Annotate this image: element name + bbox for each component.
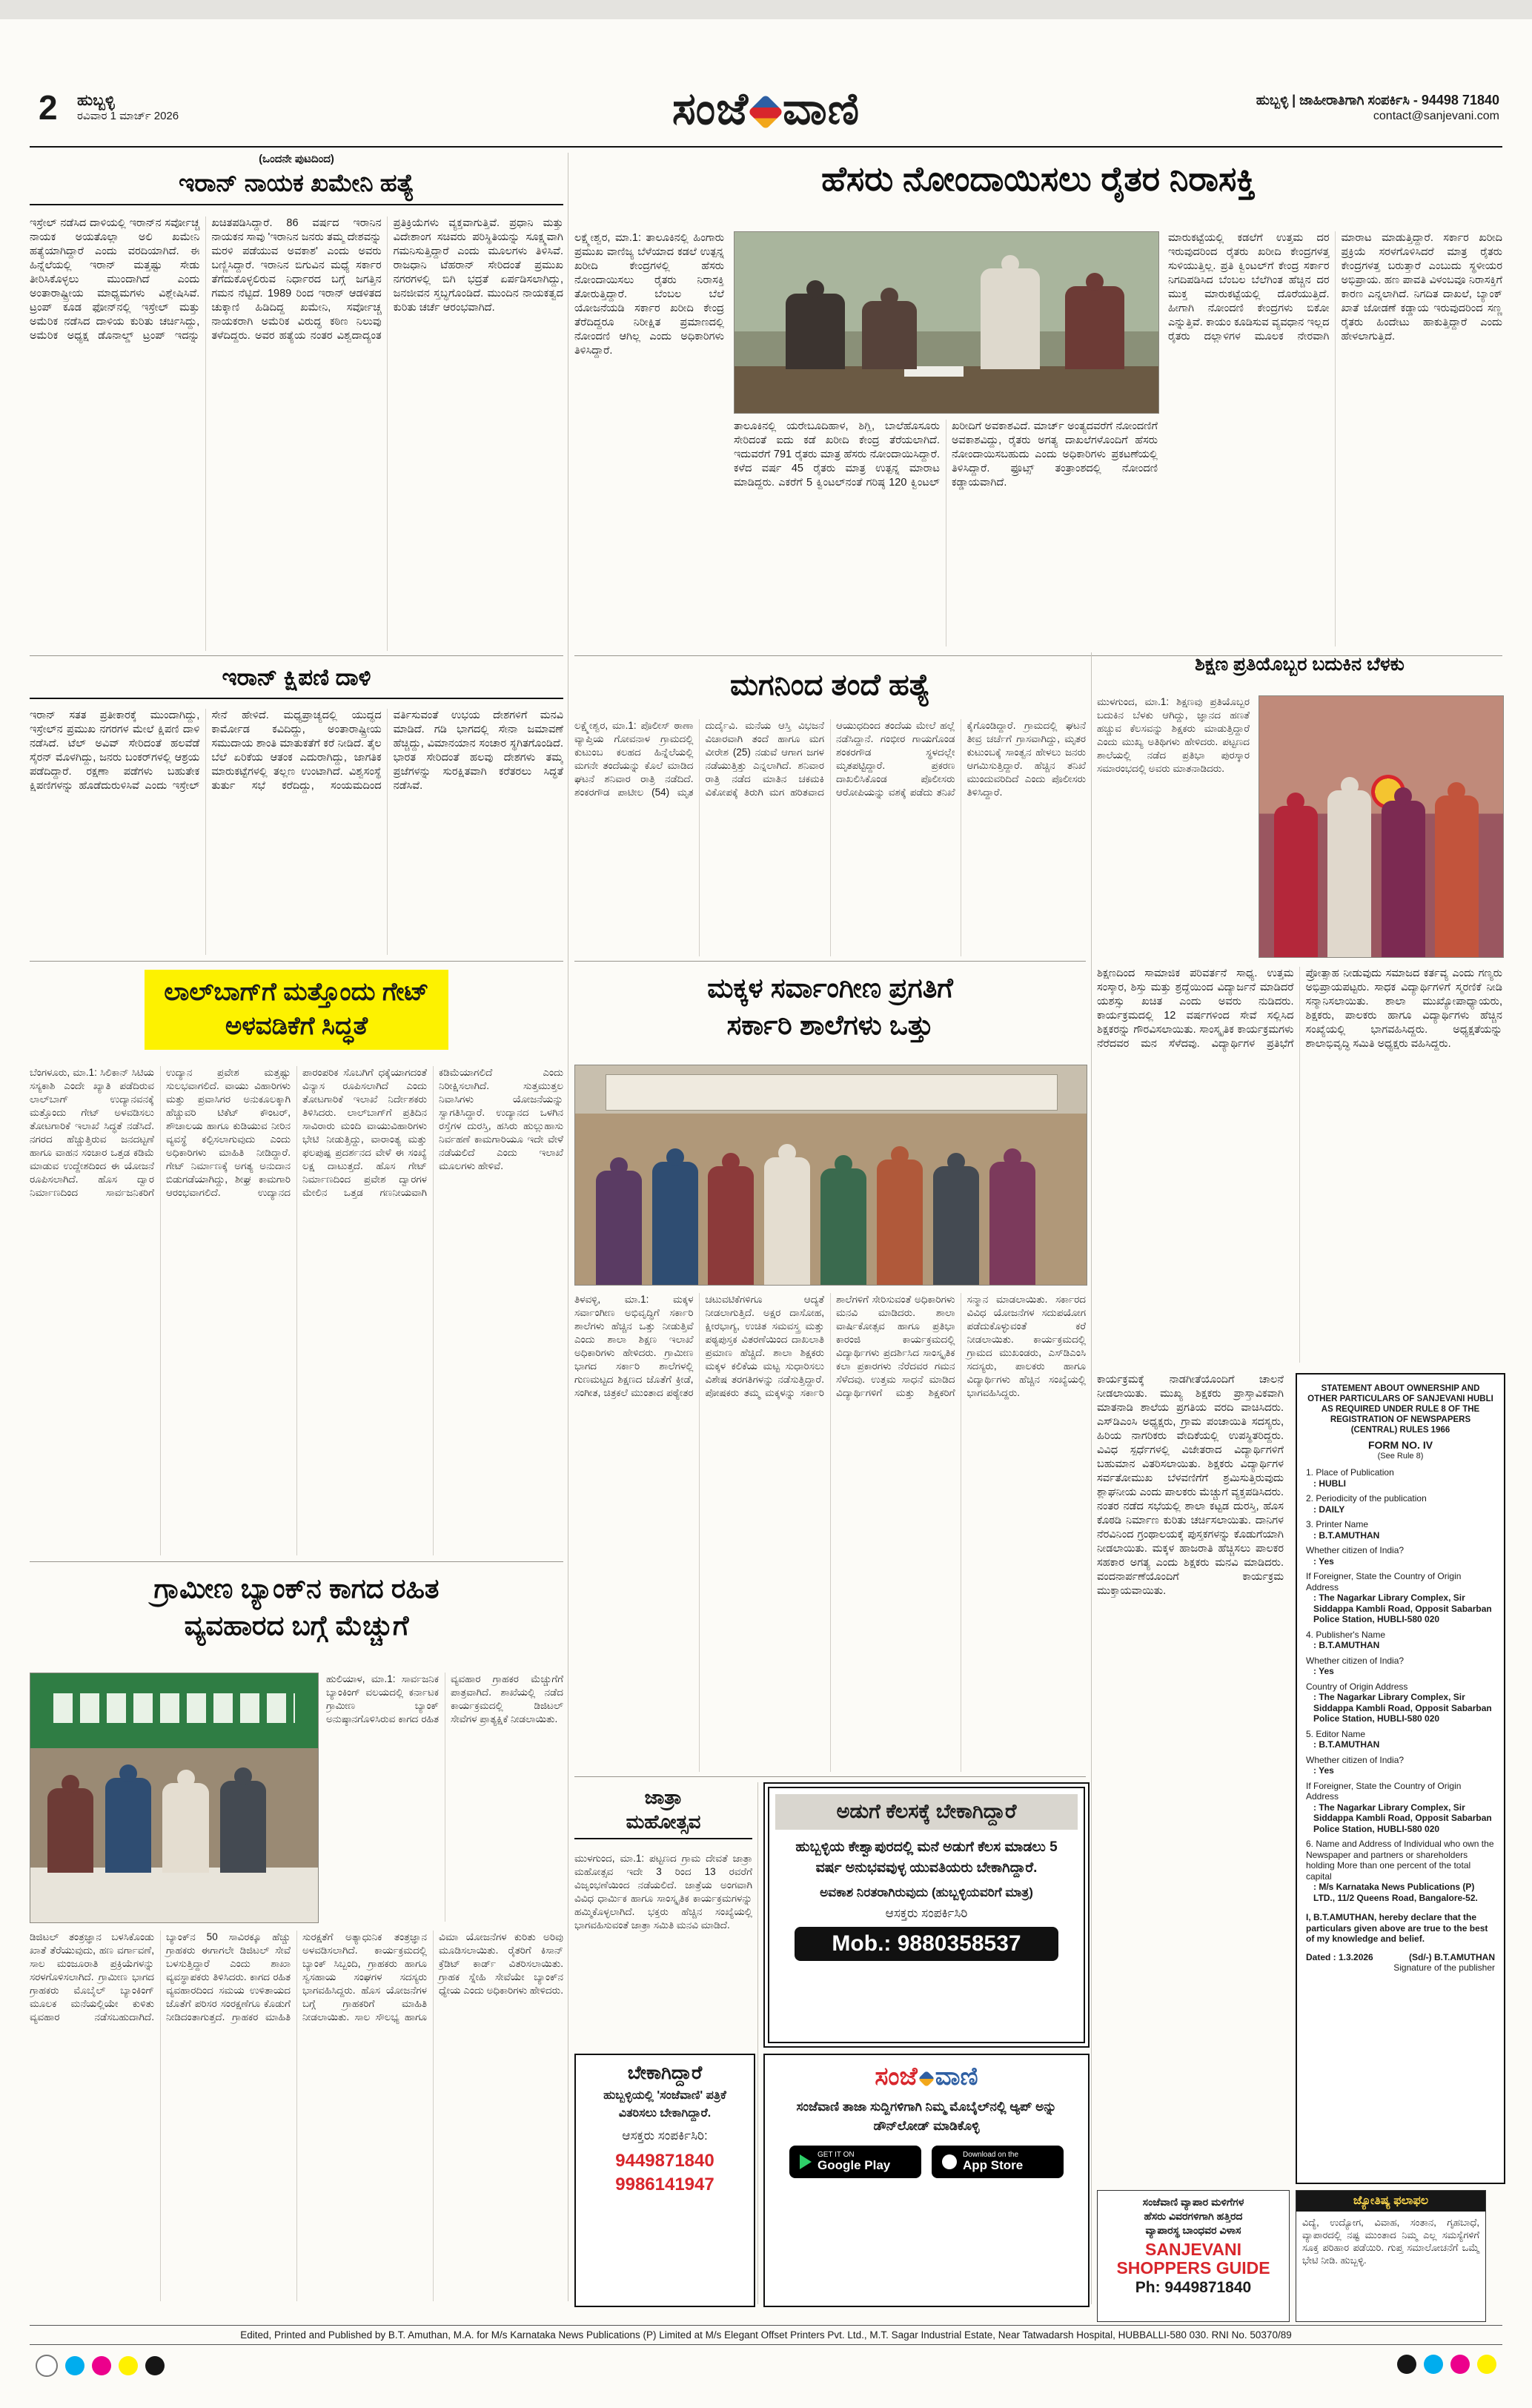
form-iv-sign-label: Signature of the publisher (1393, 1962, 1495, 1973)
shoppers-line3: ವ್ಯಾಪಾರಸ್ಥ ಬಾಂಧವರ ವಿಳಾಸ (1145, 2223, 1241, 2236)
form-iv-number: FORM NO. IV (1367, 1439, 1433, 1451)
edition-date: ರವಿವಾರ 1 ಮಾರ್ಚ್ 2026 (77, 110, 179, 123)
app-ad-logo-icon (918, 2071, 935, 2088)
form-iv-row: 3. Printer Name : B.T.AMUTHAN (1306, 1519, 1495, 1541)
ad-distributor-phone1: 9449871840 (615, 2151, 714, 2171)
photo-farmers-registration-office (734, 231, 1159, 414)
app-ad-logo (765, 2055, 1088, 2091)
headline-farmers: ಹೆಸರು ನೋಂದಾಯಿಸಲು ರೈತರ ನಿರಾಸಕ್ತಿ (821, 159, 1256, 198)
form-iv-date: Dated : 1.3.2026 (1306, 1951, 1373, 1962)
body-farmers-below-photo: ತಾಲೂಕಿನಲ್ಲಿ ಯರೇಬೂದಿಹಾಳ, ಶಿಗ್ಲಿ, ಬಾಲೆಹೊಸೂರು ಸೇರಿದಂತೆ ಐದು ಕಡೆ ಖರೀದಿ ಕೇಂದ್ರ ತೆರೆಯಲಾಗಿದೆ. ಇದುವರೆಗೆ 791 ರೈತರು ಮಾತ್ರ ಹೆಸರು ನೋಂದಾಯಿಸಿದ್ದಾರೆ. ಕಳೆದ ವರ್ಷ 45 ರೈತರು ಮಾತ್ರ ಉತ್ಪನ್ನ ಮಾರಾಟ ಮಾಡಿದ್ದರು. ಎಕರೆಗೆ 5 ಕ್ವಿಂಟಲ್‌ನಂತೆ ಗರಿಷ್ಠ 120 ಕ್ವಿಂಟಲ್ ಖರೀದಿಗೆ ಅವಕಾಶವಿದೆ. ಮಾರ್ಚ್ ಅಂತ್ಯದವರೆಗೆ ನೋಂದಣಿಗೆ ಅವಕಾಶವಿದ್ದು, ರೈತರು ಅಗತ್ಯ ದಾಖಲೆಗಳೊಂದಿಗೆ ಹೆಸರು ನೋಂದಾಯಿಸಬಹುದು ಎಂದು ಅಧಿಕಾರಿಗಳು ಪ್ರಕಟಣೆಯಲ್ಲಿ ತಿಳಿಸಿದ್ದಾರೆ. ಫ್ರೂಟ್ಸ್ ತಂತ್ರಾಂಶದಲ್ಲಿ ನೋಂದಣಿ ಕಡ್ಡಾಯವಾಗಿದೆ. (734, 420, 1158, 489)
headline-bank-line1: ಗ್ರಾಮೀಣ ಬ್ಯಾಂಕ್‌ನ ಕಾಗದ ರಹಿತ (153, 1573, 440, 1604)
form-iv-row: Whether citizen of India? : Yes (1306, 1755, 1495, 1776)
form-iv-declaration: I, B.T.AMUTHAN, hereby declare that the particulars given above are true to the best of my knowledge and belief. (1306, 1912, 1488, 1944)
form-iv-statement (1296, 1373, 1505, 2184)
top-edge-band (0, 0, 1532, 19)
app-store-badge-small-text: Download on the (963, 2151, 1019, 2159)
classified-header: ಜ್ಯೋತಿಷ್ಯ ಫಲಾಫಲ (1296, 2191, 1485, 2212)
divider (574, 1776, 1086, 1777)
headline-jatra-line1: ಜಾತ್ರಾ (644, 1786, 683, 1808)
app-ad-logo-right: ವಾಣಿ (935, 2063, 978, 2091)
headline-khamenei: ಇರಾನ್ ನಾಯಕ ಖಮೇನಿ ಹತ್ಯೆ (30, 169, 563, 205)
apple-icon (942, 2154, 957, 2169)
body-jatra: ಮುಳಗುಂದ, ಮಾ.1: ಪಟ್ಟಣದ ಗ್ರಾಮ ದೇವತೆ ಜಾತ್ರಾ ಮಹೋತ್ಸವ ಇದೇ 3 ರಿಂದ 13 ರವರೆಗೆ ವಿಜೃಂಭಣೆಯಿಂದ ನಡೆಯಲಿದೆ. ಜಾತ್ರೆಯ ಅಂಗವಾಗಿ ವಿವಿಧ ಧಾರ್ಮಿಕ ಹಾಗೂ ಸಾಂಸ್ಕೃತಿಕ ಕಾರ್ಯಕ್ರಮಗಳನ್ನು ಹಮ್ಮಿಕೊಳ್ಳಲಾಗಿದೆ. ಭಕ್ತರು ಹೆಚ್ಚಿನ ಸಂಖ್ಯೆಯಲ್ಲಿ ಭಾಗವಹಿಸುವಂತೆ ಜಾತ್ರಾ ಸಮಿತಿ ಮನವಿ ಮಾಡಿದೆ. (574, 1853, 752, 1931)
registration-dot (145, 2356, 165, 2375)
registration-dot (1397, 2355, 1416, 2374)
divider (574, 961, 1086, 962)
photo-school-program (574, 1065, 1087, 1286)
khamenei-kicker: (ಒಂದನೇ ಪುಟದಿಂದ) (259, 153, 334, 165)
shoppers-guide-name: SANJEVANI SHOPPERS GUIDE (1116, 2239, 1270, 2278)
body-education-intro: ಮುಳಗುಂದ, ಮಾ.1: ಶಿಕ್ಷಣವು ಪ್ರತಿಯೊಬ್ಬರ ಬದುಕಿನ ಬೆಳಕು ಆಗಿದ್ದು, ಜ್ಞಾನದ ಹಣತೆ ಹಚ್ಚುವ ಕೆಲಸವನ್ನು ಶಿಕ್ಷಕರು ಮಾಡುತ್ತಿದ್ದಾರೆ ಎಂದು ಮುಖ್ಯ ಅತಿಥಿಗಳು ಹೇಳಿದರು. ಪಟ್ಟಣದ ಶಾಲೆಯಲ್ಲಿ ನಡೆದ ಪ್ರತಿಭಾ ಪುರಸ್ಕಾರ ಸಮಾರಂಭದಲ್ಲಿ ಅವರು ಮಾತನಾಡಿದರು. (1097, 696, 1250, 774)
ad-sanjevani-app (763, 2054, 1090, 2307)
ad-distributor-title: ಬೇಕಾಗಿದ್ದಾರೆ (627, 2063, 703, 2083)
google-play-badge-big-text: Google Play (818, 2158, 891, 2172)
imprint-line: Edited, Printed and Published by B.T. Amuthan, M.A. for M/s Karnataka News Publications (P) Limited at M/s Elegant Offset Printers Pvt. Ltd., M.T. Sagar Industrial Estate, Near Tatwadarsh Hospital, HUBBALLI-580 030. RNI No. 50370/89 (30, 2325, 1502, 2345)
ad-cook-phone: Mob.: 9880358537 (795, 1927, 1058, 1961)
headline-education: ಶಿಕ್ಷಣ ಪ್ರತಿಯೊಬ್ಬರ ಬದುಕಿನ ಬೆಳಕು (1195, 654, 1405, 675)
print-registration-marks-left (36, 2355, 165, 2377)
form-iv-row: If Foreigner, State the Country of Origin Address : The Nagarkar Library Complex, Sir Siddappa Kambli Road, Opposit Sabarban Police Station, HUBLI-580 020 (1306, 1571, 1495, 1625)
body-farmers-left: ಲಕ್ಷ್ಮೇಶ್ವರ, ಮಾ.1: ತಾಲೂಕಿನಲ್ಲಿ ಹಿಂಗಾರು ಪ್ರಮುಖ ವಾಣಿಜ್ಯ ಬೆಳೆಯಾದ ಕಡಲೆ ಉತ್ಪನ್ನ ಖರೀದಿ ಕೇಂದ್ರಗಳಲ್ಲಿ ಹೆಸರು ನೋಂದಾಯಿಸಲು ರೈತರು ನಿರಾಸಕ್ತಿ ತೋರುತ್ತಿದ್ದಾರೆ. ಬೆಂಬಲ ಬೆಲೆ ಯೋಜನೆಯಡಿ ಸರ್ಕಾರ ಖರೀದಿ ಕೇಂದ್ರ ತೆರೆದಿದ್ದರೂ ನಿರೀಕ್ಷಿತ ಪ್ರಮಾಣದಲ್ಲಿ ನೋಂದಣಿ ಆಗಿಲ್ಲ ಎಂದು ಅಧಿಕಾರಿಗಳು ತಿಳಿಸಿದ್ದಾರೆ. (574, 232, 724, 357)
ad-distributor-contact-label: ಆಸಕ್ತರು ಸಂಪರ್ಕಿಸಿರಿ: (622, 2128, 708, 2143)
ad-classified (1296, 2190, 1486, 2322)
headline-lalbagh (30, 970, 563, 1050)
registration-dot (1477, 2355, 1496, 2374)
column-rule (1091, 652, 1092, 2304)
registration-dot (36, 2355, 58, 2377)
headline-murder: ಮಗನಿಂದ ತಂದೆ ಹತ್ಯೆ (729, 669, 931, 701)
contact-email: contact@sanjevani.com (1373, 110, 1499, 123)
google-play-badge-small-text: GET IT ON (818, 2151, 855, 2159)
form-iv-row: 2. Periodicity of the publication : DAILY (1306, 1493, 1495, 1515)
headline-jatra-line2: ಮಹೋತ್ಸವ (626, 1810, 701, 1833)
headline-schools-line1: ಮಕ್ಕಳ ಸರ್ವಾಂಗೀಣ ಪ್ರಗತಿಗೆ (707, 973, 953, 1003)
registration-dot (1450, 2355, 1470, 2374)
masthead-text-right: ವಾಣಿ (782, 84, 860, 133)
body-bank-bottom: ಡಿಜಿಟಲ್ ತಂತ್ರಜ್ಞಾನ ಬಳಸಿಕೊಂಡು ಖಾತೆ ತೆರೆಯುವುದು, ಹಣ ವರ್ಗಾವಣೆ, ಸಾಲ ಮಂಜೂರಾತಿ ಪ್ರಕ್ರಿಯೆಗಳನ್ನು ಸರಳಗೊಳಿಸಲಾಗಿದೆ. ಗ್ರಾಮೀಣ ಭಾಗದ ಗ್ರಾಹಕರು ಮೊಬೈಲ್ ಬ್ಯಾಂಕಿಂಗ್ ಮೂಲಕ ಮನೆಯಲ್ಲಿಯೇ ಕುಳಿತು ವ್ಯವಹಾರ ನಡೆಸಬಹುದಾಗಿದೆ. ಬ್ಯಾಂಕ್‌ನ 50 ಸಾವಿರಕ್ಕೂ ಹೆಚ್ಚು ಗ್ರಾಹಕರು ಈಗಾಗಲೇ ಡಿಜಿಟಲ್ ಸೇವೆ ಬಳಸುತ್ತಿದ್ದಾರೆ ಎಂದು ಶಾಖಾ ವ್ಯವಸ್ಥಾಪಕರು ತಿಳಿಸಿದರು. ಕಾಗದ ರಹಿತ ವ್ಯವಹಾರದಿಂದ ಸಮಯ ಉಳಿತಾಯದ ಜೊತೆಗೆ ಪರಿಸರ ಸಂರಕ್ಷಣೆಗೂ ಕೊಡುಗೆ ನೀಡಿದಂತಾಗುತ್ತದೆ. ಗ್ರಾಹಕರ ಮಾಹಿತಿ ಸುರಕ್ಷತೆಗೆ ಅತ್ಯಾಧುನಿಕ ತಂತ್ರಜ್ಞಾನ ಅಳವಡಿಸಲಾಗಿದೆ. ಕಾರ್ಯಕ್ರಮದಲ್ಲಿ ಬ್ಯಾಂಕ್ ಸಿಬ್ಬಂದಿ, ಗ್ರಾಹಕರು ಹಾಗೂ ಸ್ವಸಹಾಯ ಸಂಘಗಳ ಸದಸ್ಯರು ಭಾಗವಹಿಸಿದ್ದರು. ಹೊಸ ಯೋಜನೆಗಳ ಬಗ್ಗೆ ಗ್ರಾಹಕರಿಗೆ ಮಾಹಿತಿ ನೀಡಲಾಯಿತು. ಸಾಲ ಸೌಲಭ್ಯ ಹಾಗೂ ವಿಮಾ ಯೋಜನೆಗಳ ಕುರಿತು ಅರಿವು ಮೂಡಿಸಲಾಯಿತು. ರೈತರಿಗೆ ಕಿಸಾನ್ ಕ್ರೆಡಿಟ್ ಕಾರ್ಡ್ ವಿತರಿಸಲಾಯಿತು. ಗ್ರಾಹಕ ಸ್ನೇಹಿ ಸೇವೆಯೇ ಬ್ಯಾಂಕ್‌ನ ಧ್ಯೇಯ ಎಂದು ಅಧಿಕಾರಿಗಳು ಹೇಳಿದರು. (30, 1931, 563, 2022)
ad-distributor-body: ಹುಬ್ಬಳ್ಳಿಯಲ್ಲಿ 'ಸಂಜೆವಾಣಿ' ಪತ್ರಿಕೆ ವಿತರಿಸಲು ಬೇಕಾಗಿದ್ದಾರೆ. (603, 2089, 726, 2120)
registration-dot (65, 2356, 84, 2375)
form-iv-row: If Foreigner, State the Country of Origin Address : The Nagarkar Library Complex, Sir Siddappa Kambli Road, Opposit Sabarban Police Station, HUBLI-580 020 (1306, 1781, 1495, 1835)
body-khamenei: ಇಸ್ರೇಲ್ ನಡೆಸಿದ ದಾಳಿಯಲ್ಲಿ ಇರಾನ್‌ನ ಸರ್ವೋಚ್ಚ ನಾಯಕ ಅಯತೊಲ್ಲಾ ಅಲಿ ಖಮೇನಿ ಹತ್ಯೆಯಾಗಿದ್ದಾರೆ ಎಂದು ವರದಿಯಾಗಿದೆ. ಈ ಹಿನ್ನೆಲೆಯಲ್ಲಿ ಇರಾನ್ ಮತ್ತಷ್ಟು ಸೇಡು ತೀರಿಸಿಕೊಳ್ಳಲು ಮುಂದಾಗಿದೆ ಎಂದು ಅಂತಾರಾಷ್ಟ್ರೀಯ ಮಾಧ್ಯಮಗಳು ವಿಶ್ಲೇಷಿಸಿವೆ. ಟ್ರಂಪ್ ಕೂಡ ಫೋನ್‌ನಲ್ಲಿ ಇಸ್ರೇಲ್ ಮತ್ತು ಅಮೆರಿಕ ನಡೆಸಿದ ದಾಳಿಯ ಕುರಿತು ಚರ್ಚಿಸಿದ್ದು, ಅಮೆರಿಕ ಅಧ್ಯಕ್ಷ ಡೊನಾಲ್ಡ್ ಟ್ರಂಪ್ ಇದನ್ನು ಖಚಿತಪಡಿಸಿದ್ದಾರೆ. 86 ವರ್ಷದ ಇರಾನಿನ ನಾಯಕನ ಸಾವು 'ಇರಾನಿನ ಜನರು ತಮ್ಮ ದೇಶವನ್ನು ಮರಳಿ ಪಡೆಯುವ ಅವಕಾಶ' ಎಂದು ಅವರು ಬಣ್ಣಿಸಿದ್ದಾರೆ. ಇರಾನಿನ ಬಿಗುವಿನ ಮಧ್ಯೆ ಸರ್ಕಾರ ತೆಗೆದುಕೊಳ್ಳಲಿರುವ ನಿರ್ಧಾರದ ಬಗ್ಗೆ ಜಗತ್ತಿನ ಗಮನ ನೆಟ್ಟಿದೆ. 1989 ರಿಂದ ಇರಾನ್ ಆಡಳಿತದ ಚುಕ್ಕಾಣಿ ಹಿಡಿದಿದ್ದ ಖಮೇನಿ, ಸರ್ವೋಚ್ಚ ನಾಯಕರಾಗಿ ಅಮೆರಿಕ ವಿರುದ್ಧ ಕಠಿಣ ನಿಲುವು ತಳೆದಿದ್ದರು. ಅವರ ಹತ್ಯೆಯ ನಂತರ ವಿಶ್ವದಾದ್ಯಂತ ಪ್ರತಿಕ್ರಿಯೆಗಳು ವ್ಯಕ್ತವಾಗುತ್ತಿವೆ. ಪ್ರಧಾನಿ ಮತ್ತು ವಿದೇಶಾಂಗ ಸಚಿವರು ಪರಿಸ್ಥಿತಿಯನ್ನು ಸೂಕ್ಷ್ಮವಾಗಿ ಗಮನಿಸುತ್ತಿದ್ದಾರೆ ಎಂದು ಮೂಲಗಳು ತಿಳಿಸಿವೆ. ರಾಜಧಾನಿ ಟೆಹರಾನ್ ಸೇರಿದಂತೆ ಪ್ರಮುಖ ನಗರಗಳಲ್ಲಿ ಬಿಗಿ ಭದ್ರತೆ ಏರ್ಪಡಿಸಲಾಗಿದ್ದು, ಜನಜೀವನ ಸ್ತಬ್ಧಗೊಂಡಿದೆ. ಮುಂದಿನ ನಾಯಕತ್ವದ ಕುರಿತು ಚರ್ಚೆ ಆರಂಭವಾಗಿದೆ. (30, 217, 563, 342)
masthead-text-left: ಸಂಜೆ (672, 84, 749, 133)
divider (30, 655, 563, 656)
ad-cook-title: ಅಡುಗೆ ಕೆಲಸಕ್ಕೆ ಬೇಕಾಗಿದ್ದಾರೆ (775, 1794, 1078, 1830)
ad-cook-body: ಹುಬ್ಬಳ್ಳಿಯ ಕೇಶ್ವಾಪುರದಲ್ಲಿ ಮನೆ ಅಡುಗೆ ಕೆಲಸ ಮಾಡಲು 5 ವರ್ಷ ಅನುಭವವುಳ್ಳ ಯುವತಿಯರು ಬೇಕಾಗಿದ್ದಾರೆ. (795, 1839, 1058, 1876)
form-iv-row: Country of Origin Address : The Nagarkar Library Complex, Sir Siddappa Kambli Road, Opposit Sabarban Police Station, HUBLI-580 020 (1306, 1681, 1495, 1724)
divider (30, 961, 563, 962)
header-rule (30, 146, 1502, 148)
shoppers-guide-phone: Ph: 9449871840 (1135, 2279, 1252, 2297)
ad-distributor-wanted (574, 2054, 755, 2307)
app-store-badge (932, 2146, 1064, 2178)
body-murder: ಲಕ್ಷ್ಮೇಶ್ವರ, ಮಾ.1: ಪೊಲೀಸ್ ಠಾಣಾ ವ್ಯಾಪ್ತಿಯ ಗೋವನಾಳ ಗ್ರಾಮದಲ್ಲಿ ಕುಟುಂಬ ಕಲಹದ ಹಿನ್ನೆಲೆಯಲ್ಲಿ ಮಗನೇ ತಂದೆಯನ್ನು ಕೊಲೆ ಮಾಡಿದ ಘಟನೆ ಶನಿವಾರ ರಾತ್ರಿ ನಡೆದಿದೆ. ಶಂಕರಗೌಡ ಪಾಟೀಲ (54) ಮೃತ ದುರ್ದೈವಿ. ಮನೆಯ ಆಸ್ತಿ ವಿಭಜನೆ ವಿಚಾರವಾಗಿ ತಂದೆ ಹಾಗೂ ಮಗ ವೀರೇಶ (25) ನಡುವೆ ಆಗಾಗ ಜಗಳ ನಡೆಯುತ್ತಿತ್ತು ಎನ್ನಲಾಗಿದೆ. ಶನಿವಾರ ರಾತ್ರಿ ನಡೆದ ಮಾತಿನ ಚಕಮಕಿ ವಿಕೋಪಕ್ಕೆ ತಿರುಗಿ ಮಗ ಹರಿತವಾದ ಆಯುಧದಿಂದ ತಂದೆಯ ಮೇಲೆ ಹಲ್ಲೆ ನಡೆಸಿದ್ದಾನೆ. ಗಂಭೀರ ಗಾಯಗೊಂಡ ಶಂಕರಗೌಡ ಸ್ಥಳದಲ್ಲೇ ಮೃತಪಟ್ಟಿದ್ದಾರೆ. ಪ್ರಕರಣ ದಾಖಲಿಸಿಕೊಂಡ ಪೊಲೀಸರು ಆರೋಪಿಯನ್ನು ವಶಕ್ಕೆ ಪಡೆದು ತನಿಖೆ ಕೈಗೊಂಡಿದ್ದಾರೆ. ಗ್ರಾಮದಲ್ಲಿ ಘಟನೆ ತೀವ್ರ ಚರ್ಚೆಗೆ ಗ್ರಾಸವಾಗಿದ್ದು, ಮೃತರ ಕುಟುಂಬಕ್ಕೆ ಸಾಂತ್ವನ ಹೇಳಲು ಜನರು ಆಗಮಿಸುತ್ತಿದ್ದಾರೆ. ಹೆಚ್ಚಿನ ತನಿಖೆ ಮುಂದುವರಿದಿದೆ ಎಂದು ಪೊಲೀಸರು ತಿಳಿಸಿದ್ದಾರೆ. (574, 720, 1086, 798)
print-registration-marks-right (1397, 2355, 1496, 2374)
classified-body: ವಿದ್ಯೆ, ಉದ್ಯೋಗ, ವಿವಾಹ, ಸಂತಾನ, ಗೃಹಬಾಧೆ, ವ್ಯಾಪಾರದಲ್ಲಿ ನಷ್ಟ ಮುಂತಾದ ನಿಮ್ಮ ಎಲ್ಲ ಸಮಸ್ಯೆಗಳಿಗೆ ಸೂಕ್ತ ಪರಿಹಾರ ಪಡೆಯಿರಿ. ಗುಪ್ತ ಸಮಾಲೋಚನೆಗೆ ಒಮ್ಮೆ ಭೇಟಿ ನೀಡಿ. ಹುಬ್ಬಳ್ಳಿ. (1302, 2217, 1479, 2266)
headline-jatra (574, 1785, 752, 1839)
form-iv-row: 6. Name and Address of Individual who own the Newspaper and partners or shareholders holding More than one percent of the total capital : M/s Karnataka News Publications (P) LTD., 11/2 Queens Road, Bangalore-52. (1306, 1839, 1495, 1903)
edition-city: ಹುಬ್ಬಳ್ಳಿ (77, 92, 115, 109)
shoppers-line1: ಸಂಜೆವಾಣಿ ವ್ಯಾಪಾರ ಮಳಿಗೆಗಳ (1142, 2196, 1244, 2208)
body-lalbagh: ಬೆಂಗಳೂರು, ಮಾ.1: ಸಿಲಿಕಾನ್ ಸಿಟಿಯ ಸಸ್ಯಕಾಶಿ ಎಂದೇ ಖ್ಯಾತಿ ಪಡೆದಿರುವ ಲಾಲ್‌ಬಾಗ್ ಉದ್ಯಾನವನಕ್ಕೆ ಮತ್ತೊಂದು ಗೇಟ್ ಅಳವಡಿಸಲು ತೋಟಗಾರಿಕೆ ಇಲಾಖೆ ಸಿದ್ಧತೆ ನಡೆಸಿದೆ. ನಗರದ ಹೆಚ್ಚುತ್ತಿರುವ ಜನದಟ್ಟಣೆ ಹಾಗೂ ವಾಹನ ಸಂಚಾರ ಒತ್ತಡ ಕಡಿಮೆ ಮಾಡುವ ಉದ್ದೇಶದಿಂದ ಈ ಯೋಜನೆ ರೂಪಿಸಲಾಗಿದೆ. ಹೊಸ ದ್ವಾರ ನಿರ್ಮಾಣದಿಂದ ಸಾರ್ವಜನಿಕರಿಗೆ ಉದ್ಯಾನ ಪ್ರವೇಶ ಮತ್ತಷ್ಟು ಸುಲಭವಾಗಲಿದೆ. ವಾಯು ವಿಹಾರಿಗಳು ಮತ್ತು ಪ್ರವಾಸಿಗರ ಅನುಕೂಲಕ್ಕಾಗಿ ಹೆಚ್ಚುವರಿ ಟಿಕೆಟ್ ಕೌಂಟರ್, ಶೌಚಾಲಯ ಹಾಗೂ ಕುಡಿಯುವ ನೀರಿನ ವ್ಯವಸ್ಥೆ ಕಲ್ಪಿಸಲಾಗುವುದು ಎಂದು ಅಧಿಕಾರಿಗಳು ಮಾಹಿತಿ ನೀಡಿದ್ದಾರೆ. ಗೇಟ್ ನಿರ್ಮಾಣಕ್ಕೆ ಅಗತ್ಯ ಅನುದಾನ ಬಿಡುಗಡೆಯಾಗಿದ್ದು, ಶೀಘ್ರ ಕಾಮಗಾರಿ ಆರಂಭವಾಗಲಿದೆ. ಉದ್ಯಾನದ ಪಾರಂಪರಿಕ ಸೊಬಗಿಗೆ ಧಕ್ಕೆಯಾಗದಂತೆ ವಿನ್ಯಾಸ ರೂಪಿಸಲಾಗಿದೆ ಎಂದು ತೋಟಗಾರಿಕೆ ಇಲಾಖೆ ನಿರ್ದೇಶಕರು ತಿಳಿಸಿದರು. ಲಾಲ್‌ಬಾಗ್‌ಗೆ ಪ್ರತಿದಿನ ಸಾವಿರಾರು ಮಂದಿ ವಾಯುವಿಹಾರಿಗಳು ಭೇಟಿ ನೀಡುತ್ತಿದ್ದು, ವಾರಾಂತ್ಯ ಮತ್ತು ಫಲಪುಷ್ಪ ಪ್ರದರ್ಶನದ ವೇಳೆ ಈ ಸಂಖ್ಯೆ ಲಕ್ಷ ದಾಟುತ್ತದೆ. ಹೊಸ ಗೇಟ್ ನಿರ್ಮಾಣದಿಂದ ಪ್ರವೇಶ ದ್ವಾರಗಳ ಮೇಲಿನ ಒತ್ತಡ ಗಣನೀಯವಾಗಿ ಕಡಿಮೆಯಾಗಲಿದೆ ಎಂದು ನಿರೀಕ್ಷಿಸಲಾಗಿದೆ. ಸುತ್ತಮುತ್ತಲ ನಿವಾಸಿಗಳು ಯೋಜನೆಯನ್ನು ಸ್ವಾಗತಿಸಿದ್ದಾರೆ. ಉದ್ಯಾನದ ಒಳಗಿನ ರಸ್ತೆಗಳ ದುರಸ್ತಿ, ಹಸಿರು ಹುಲ್ಲುಹಾಸು ನಿರ್ವಹಣೆ ಕಾಮಗಾರಿಯೂ ಇದೇ ವೇಳೆ ನಡೆಯಲಿದೆ ಎಂದು ಇಲಾಖೆ ಮೂಲಗಳು ಹೇಳಿವೆ. (30, 1067, 563, 1198)
headline-schools-line2: ಸರ್ಕಾರಿ ಶಾಲೆಗಳು ಒತ್ತು (726, 1009, 934, 1040)
advert-contact-line: ಹುಬ್ಬಳ್ಳಿ | ಜಾಹೀರಾತಿಗಾಗಿ ಸಂಪರ್ಕಿಸಿ - 94498 71840 (1256, 93, 1499, 108)
form-iv-row: Whether citizen of India? : Yes (1306, 1545, 1495, 1567)
headline-lalbagh-line2: ಅಳವಡಿಕೆಗೆ ಸಿದ್ಧತೆ (225, 1011, 368, 1040)
app-ad-logo-left: ಸಂಜೆ (875, 2063, 918, 2091)
ad-distributor-phone2: 9986141947 (615, 2174, 714, 2195)
body-bank-side: ಹುಲಿಯಾಳ, ಮಾ.1: ಸಾರ್ವಜನಿಕ ಬ್ಯಾಂಕಿಂಗ್ ವಲಯದಲ್ಲಿ ಕರ್ನಾಟಕ ಗ್ರಾಮೀಣ ಬ್ಯಾಂಕ್ ಅನುಷ್ಠಾನಗೊಳಿಸಿರುವ ಕಾಗದ ರಹಿತ ವ್ಯವಹಾರ ಗ್ರಾಹಕರ ಮೆಚ್ಚುಗೆಗೆ ಪಾತ್ರವಾಗಿದೆ. ಶಾಖೆಯಲ್ಲಿ ನಡೆದ ಕಾರ್ಯಕ್ರಮದಲ್ಲಿ ಡಿಜಿಟಲ್ ಸೇವೆಗಳ ಪ್ರಾತ್ಯಕ್ಷಿಕೆ ನೀಡಲಾಯಿತು. (326, 1673, 563, 1724)
app-ad-badges (765, 2141, 1088, 2178)
page-number: 2 (39, 88, 58, 127)
registration-dot (119, 2356, 138, 2375)
form-iv-row: Whether citizen of India? : Yes (1306, 1656, 1495, 1677)
app-store-badge-big-text: App Store (963, 2158, 1024, 2172)
play-icon (800, 2154, 812, 2169)
form-iv-dated-row (1306, 1945, 1495, 1963)
form-iv-row: 4. Publisher's Name : B.T.AMUTHAN (1306, 1630, 1495, 1651)
headline-lalbagh-line1: ಲಾಲ್‌ಬಾಗ್‌ಗೆ ಮತ್ತೊಂದು ಗೇಟ್ (164, 978, 429, 1006)
headline-bank (30, 1570, 563, 1644)
masthead-logo-icon (748, 94, 783, 130)
registration-dot (92, 2356, 111, 2375)
shoppers-line2: ಹೆಸರು ವಿವರಗಳಿಗಾಗಿ ಹತ್ತಿರದ (1144, 2209, 1243, 2222)
divider (30, 1561, 563, 1562)
headline-missile: ಇರಾನ್ ಕ್ಷಿಪಣಿ ದಾಳಿ (30, 664, 563, 699)
headline-bank-line2: ವ್ಯವಹಾರದ ಬಗ್ಗೆ ಮೆಚ್ಚುಗೆ (184, 1610, 409, 1641)
form-iv-title: STATEMENT ABOUT OWNERSHIP AND OTHER PARTICULARS OF SANJEVANI HUBLI AS REQUIRED UNDER RULE 8 OF THE REGISTRATION OF NEWSPAPERS (CENTRAL) RULES 1966 (1307, 1384, 1493, 1435)
form-iv-signed: (Sd/-) B.T.AMUTHAN (1409, 1951, 1495, 1962)
body-missile: ಇರಾನ್ ಸತತ ಪ್ರತೀಕಾರಕ್ಕೆ ಮುಂದಾಗಿದ್ದು, ಇಸ್ರೇಲ್‌ನ ಪ್ರಮುಖ ನಗರಗಳ ಮೇಲೆ ಕ್ಷಿಪಣಿ ದಾಳಿ ನಡೆಸಿದೆ. ಟೆಲ್ ಅವಿವ್ ಸೇರಿದಂತೆ ಹಲವೆಡೆ ಸೈರನ್ ಮೊಳಗಿದ್ದು, ಜನರು ಬಂಕರ್‌ಗಳಲ್ಲಿ ಆಶ್ರಯ ಪಡೆದಿದ್ದಾರೆ. ರಕ್ಷಣಾ ಪಡೆಗಳು ಬಹುತೇಕ ಕ್ಷಿಪಣಿಗಳನ್ನು ಹೊಡೆದುರುಳಿಸಿವೆ ಎಂದು ಇಸ್ರೇಲ್ ಸೇನೆ ಹೇಳಿದೆ. ಮಧ್ಯಪ್ರಾಚ್ಯದಲ್ಲಿ ಯುದ್ಧದ ಕಾರ್ಮೋಡ ಕವಿದಿದ್ದು, ಅಂತಾರಾಷ್ಟ್ರೀಯ ಸಮುದಾಯ ಶಾಂತಿ ಮಾತುಕತೆಗೆ ಕರೆ ನೀಡಿದೆ. ತೈಲ ಬೆಲೆ ಏರಿಕೆಯ ಆತಂಕ ಎದುರಾಗಿದ್ದು, ಜಾಗತಿಕ ಮಾರುಕಟ್ಟೆಗಳಲ್ಲಿ ತಲ್ಲಣ ಉಂಟಾಗಿದೆ. ವಿಶ್ವಸಂಸ್ಥೆ ತುರ್ತು ಸಭೆ ಕರೆದಿದ್ದು, ಸಂಯಮದಿಂದ ವರ್ತಿಸುವಂತೆ ಉಭಯ ದೇಶಗಳಿಗೆ ಮನವಿ ಮಾಡಿದೆ. ಗಡಿ ಭಾಗದಲ್ಲಿ ಸೇನಾ ಜಮಾವಣೆ ಹೆಚ್ಚಿದ್ದು, ವಿಮಾನಯಾನ ಸಂಚಾರ ಸ್ಥಗಿತಗೊಂಡಿದೆ. ಭಾರತ ಸೇರಿದಂತೆ ಹಲವು ದೇಶಗಳು ತಮ್ಮ ಪ್ರಜೆಗಳನ್ನು ಸುರಕ್ಷಿತವಾಗಿ ಕರೆತರಲು ಸಿದ್ಧತೆ ನಡೆಸಿವೆ. (30, 710, 563, 792)
ad-cook-contact-label: ಆಸಕ್ತರು ಸಂಪರ್ಕಿಸಿರಿ (885, 1906, 968, 1921)
google-play-badge (789, 2146, 921, 2178)
ad-cook-note: ಅವಕಾಶ ನಿರತರಾಗಿರುವುದು (ಹುಬ್ಬಳ್ಳಿಯವರಿಗೆ ಮಾತ್ರ) (820, 1885, 1033, 1900)
body-education-tail: ಕಾರ್ಯಕ್ರಮಕ್ಕೆ ನಾಡಗೀತೆಯೊಂದಿಗೆ ಚಾಲನೆ ನೀಡಲಾಯಿತು. ಮುಖ್ಯ ಶಿಕ್ಷಕರು ಪ್ರಾಸ್ತಾವಿಕವಾಗಿ ಮಾತನಾಡಿ ಶಾಲೆಯ ಪ್ರಗತಿಯ ವರದಿ ವಾಚಿಸಿದರು. ಎಸ್‌ಡಿಎಂಸಿ ಅಧ್ಯಕ್ಷರು, ಗ್ರಾಮ ಪಂಚಾಯಿತಿ ಸದಸ್ಯರು, ಹಿರಿಯ ನಾಗರಿಕರು ವೇದಿಕೆಯಲ್ಲಿ ಉಪಸ್ಥಿತರಿದ್ದರು. ವಿವಿಧ ಸ್ಪರ್ಧೆಗಳಲ್ಲಿ ವಿಜೇತರಾದ ವಿದ್ಯಾರ್ಥಿಗಳಿಗೆ ಬಹುಮಾನ ವಿತರಿಸಲಾಯಿತು. ಶಿಕ್ಷಕರು ವಿದ್ಯಾರ್ಥಿಗಳ ಸರ್ವತೋಮುಖ ಬೆಳವಣಿಗೆಗೆ ಶ್ರಮಿಸುತ್ತಿರುವುದು ಶ್ಲಾಘನೀಯ ಎಂದು ಪಾಲಕರು ಮೆಚ್ಚುಗೆ ವ್ಯಕ್ತಪಡಿಸಿದರು. ನಂತರ ನಡೆದ ಸಭೆಯಲ್ಲಿ ಶಾಲಾ ಕಟ್ಟಡ ದುರಸ್ತಿ, ಹೊಸ ಕೊಠಡಿ ನಿರ್ಮಾಣ ಕುರಿತು ಚರ್ಚಿಸಲಾಯಿತು. ದಾನಿಗಳ ನೆರವಿನಿಂದ ಗ್ರಂಥಾಲಯಕ್ಕೆ ಪುಸ್ತಕಗಳನ್ನು ಕೊಡುಗೆಯಾಗಿ ನೀಡಲಾಯಿತು. ಮಕ್ಕಳ ಹಾಜರಾತಿ ಹೆಚ್ಚಿಸಲು ಪಾಲಕರ ಸಹಕಾರ ಅಗತ್ಯ ಎಂದು ಶಿಕ್ಷಕರು ಮನವಿ ಮಾಡಿದರು. ವಂದನಾರ್ಪಣೆಯೊಂದಿಗೆ ಕಾರ್ಯಕ್ರಮ ಮುಕ್ತಾಯವಾಯಿತು. (1097, 1374, 1284, 1597)
body-education-more: ಶಿಕ್ಷಣದಿಂದ ಸಾಮಾಜಿಕ ಪರಿವರ್ತನೆ ಸಾಧ್ಯ. ಉತ್ತಮ ಸಂಸ್ಕಾರ, ಶಿಸ್ತು ಮತ್ತು ಶ್ರದ್ಧೆಯಿಂದ ವಿದ್ಯಾರ್ಜನೆ ಮಾಡಿದರೆ ಯಶಸ್ಸು ಖಚಿತ ಎಂದು ಅವರು ನುಡಿದರು. ಕಾರ್ಯಕ್ರಮದಲ್ಲಿ 12 ವರ್ಷಗಳಿಂದ ಸೇವೆ ಸಲ್ಲಿಸಿದ ಶಿಕ್ಷಕರನ್ನು ಗೌರವಿಸಲಾಯಿತು. ಸಾಂಸ್ಕೃತಿಕ ಕಾರ್ಯಕ್ರಮಗಳು ನೆರೆದವರ ಮನ ಸೆಳೆದವು. ವಿದ್ಯಾರ್ಥಿಗಳ ಪ್ರತಿಭೆಗೆ ಪ್ರೋತ್ಸಾಹ ನೀಡುವುದು ಸಮಾಜದ ಕರ್ತವ್ಯ ಎಂದು ಗಣ್ಯರು ಅಭಿಪ್ರಾಯಪಟ್ಟರು. ಸಾಧಕ ವಿದ್ಯಾರ್ಥಿಗಳಿಗೆ ಸ್ಮರಣಿಕೆ ನೀಡಿ ಸನ್ಮಾನಿಸಲಾಯಿತು. ಶಾಲಾ ಮುಖ್ಯೋಪಾಧ್ಯಾಯರು, ಶಿಕ್ಷಕರು, ಪಾಲಕರು ಹಾಗೂ ವಿದ್ಯಾರ್ಥಿಗಳು ಹೆಚ್ಚಿನ ಸಂಖ್ಯೆಯಲ್ಲಿ ಭಾಗವಹಿಸಿದ್ದರು. ಅಧ್ಯಕ್ಷತೆಯನ್ನು ಶಾಲಾಭಿವೃದ್ಧಿ ಸಮಿತಿ ಅಧ್ಯಕ್ಷರು ವಹಿಸಿದ್ದರು. (1097, 968, 1502, 1050)
column-rule (757, 1782, 758, 2304)
registration-dot (1424, 2355, 1443, 2374)
form-iv-see-rule: (See Rule 8) (1377, 1451, 1424, 1461)
body-farmers-right: ಮಾರುಕಟ್ಟೆಯಲ್ಲಿ ಕಡಲೆಗೆ ಉತ್ತಮ ದರ ಇರುವುದರಿಂದ ರೈತರು ಖರೀದಿ ಕೇಂದ್ರಗಳತ್ತ ಸುಳಿಯುತ್ತಿಲ್ಲ. ಪ್ರತಿ ಕ್ವಿಂಟಲ್‌ಗೆ ಕೇಂದ್ರ ಸರ್ಕಾರ ನಿಗದಿಪಡಿಸಿದ ಬೆಂಬಲ ಬೆಲೆಗಿಂತ ಹೆಚ್ಚಿನ ದರ ಮುಕ್ತ ಮಾರುಕಟ್ಟೆಯಲ್ಲಿ ದೊರೆಯುತ್ತಿದೆ. ಹೀಗಾಗಿ ನೋಂದಣಿ ಕೇಂದ್ರಗಳು ಬಿಕೋ ಎನ್ನುತ್ತಿವೆ. ಕಾಯಂ ಕೂಡಿಸುವ ವ್ಯವಧಾನ ಇಲ್ಲದ ರೈತರು ದಲ್ಲಾಳಿಗಳ ಮೂಲಕ ನೇರವಾಗಿ ಮಾರಾಟ ಮಾಡುತ್ತಿದ್ದಾರೆ. ಸರ್ಕಾರ ಖರೀದಿ ಪ್ರಕ್ರಿಯೆ ಸರಳಗೊಳಿಸಿದರೆ ಮಾತ್ರ ರೈತರು ಕೇಂದ್ರಗಳತ್ತ ಬರುತ್ತಾರೆ ಎಂಬುದು ಸ್ಥಳೀಯರ ಅಭಿಪ್ರಾಯ. ಹಣ ಪಾವತಿ ವಿಳಂಬವೂ ನಿರಾಸಕ್ತಿಗೆ ಕಾರಣ ಎನ್ನಲಾಗಿದೆ. ನಿಗದಿತ ದಾಖಲೆ, ಬ್ಯಾಂಕ್ ಖಾತೆ ಜೋಡಣೆ ಕಡ್ಡಾಯ ಇರುವುದರಿಂದ ಸಣ್ಣ ರೈತರು ಹಿಂದೇಟು ಹಾಕುತ್ತಿದ್ದಾರೆ ಎಂದು ಹೇಳಲಾಗುತ್ತಿದೆ. (1168, 232, 1502, 343)
ad-shoppers-guide (1097, 2190, 1290, 2322)
contact-block (1256, 92, 1499, 125)
form-iv-row: 5. Editor Name : B.T.AMUTHAN (1306, 1729, 1495, 1750)
ad-cook-wanted (763, 1782, 1090, 2048)
photo-bank-meeting (30, 1673, 319, 1923)
app-ad-text: ಸಂಜೆವಾಣಿ ತಾಜಾ ಸುದ್ದಿಗಳಿಗಾಗಿ ನಿಮ್ಮ ಮೊಬೈಲ್‌ನಲ್ಲಿ ಆ್ಯಪ್ ಅನ್ನು ಡೌನ್‌ಲೋಡ್ ಮಾಡಿಕೊಳ್ಳಿ (796, 2100, 1057, 2133)
form-iv-row: 1. Place of Publication : HUBLI (1306, 1467, 1495, 1489)
body-schools: ತಿಳವಳ್ಳಿ, ಮಾ.1: ಮಕ್ಕಳ ಸರ್ವಾಂಗೀಣ ಅಭಿವೃದ್ಧಿಗೆ ಸರ್ಕಾರಿ ಶಾಲೆಗಳು ಹೆಚ್ಚಿನ ಒತ್ತು ನೀಡುತ್ತಿವೆ ಎಂದು ಶಾಲಾ ಶಿಕ್ಷಣ ಇಲಾಖೆ ಅಧಿಕಾರಿಗಳು ಹೇಳಿದರು. ಗ್ರಾಮೀಣ ಭಾಗದ ಸರ್ಕಾರಿ ಶಾಲೆಗಳಲ್ಲಿ ಗುಣಮಟ್ಟದ ಶಿಕ್ಷಣದ ಜೊತೆಗೆ ಕ್ರೀಡೆ, ಸಂಗೀತ, ಚಿತ್ರಕಲೆ ಮುಂತಾದ ಪಠ್ಯೇತರ ಚಟುವಟಿಕೆಗಳಿಗೂ ಆದ್ಯತೆ ನೀಡಲಾಗುತ್ತಿದೆ. ಅಕ್ಷರ ದಾಸೋಹ, ಕ್ಷೀರಭಾಗ್ಯ, ಉಚಿತ ಸಮವಸ್ತ್ರ ಮತ್ತು ಪಠ್ಯಪುಸ್ತಕ ವಿತರಣೆಯಿಂದ ದಾಖಲಾತಿ ಪ್ರಮಾಣ ಹೆಚ್ಚಿದೆ. ಶಾಲಾ ಶಿಕ್ಷಕರು ಮಕ್ಕಳ ಕಲಿಕೆಯ ಮಟ್ಟ ಸುಧಾರಿಸಲು ವಿಶೇಷ ತರಗತಿಗಳನ್ನು ನಡೆಸುತ್ತಿದ್ದಾರೆ. ಪೋಷಕರು ತಮ್ಮ ಮಕ್ಕಳನ್ನು ಸರ್ಕಾರಿ ಶಾಲೆಗಳಿಗೆ ಸೇರಿಸುವಂತೆ ಅಧಿಕಾರಿಗಳು ಮನವಿ ಮಾಡಿದರು. ಶಾಲಾ ವಾರ್ಷಿಕೋತ್ಸವ ಹಾಗೂ ಪ್ರತಿಭಾ ಕಾರಂಜಿ ಕಾರ್ಯಕ್ರಮದಲ್ಲಿ ವಿದ್ಯಾರ್ಥಿಗಳು ಪ್ರದರ್ಶಿಸಿದ ಸಾಂಸ್ಕೃತಿಕ ಕಲಾ ಪ್ರಕಾರಗಳು ನೆರೆದವರ ಗಮನ ಸೆಳೆದವು. ಉತ್ತಮ ಸಾಧನೆ ಮಾಡಿದ ವಿದ್ಯಾರ್ಥಿಗಳಿಗೆ ಮತ್ತು ಶಿಕ್ಷಕರಿಗೆ ಸನ್ಮಾನ ಮಾಡಲಾಯಿತು. ಸರ್ಕಾರದ ವಿವಿಧ ಯೋಜನೆಗಳ ಸದುಪಯೋಗ ಪಡೆದುಕೊಳ್ಳುವಂತೆ ಕರೆ ನೀಡಲಾಯಿತು. ಕಾರ್ಯಕ್ರಮದಲ್ಲಿ ಗ್ರಾಮದ ಮುಖಂಡರು, ಎಸ್‌ಡಿಎಂಸಿ ಸದಸ್ಯರು, ಪಾಲಕರು ಹಾಗೂ ವಿದ್ಯಾರ್ಥಿಗಳು ಹೆಚ್ಚಿನ ಸಂಖ್ಯೆಯಲ್ಲಿ ಭಾಗವಹಿಸಿದ್ದರು. (574, 1294, 1086, 1398)
headline-schools (574, 970, 1086, 1044)
photo-education-ceremony (1259, 695, 1504, 958)
